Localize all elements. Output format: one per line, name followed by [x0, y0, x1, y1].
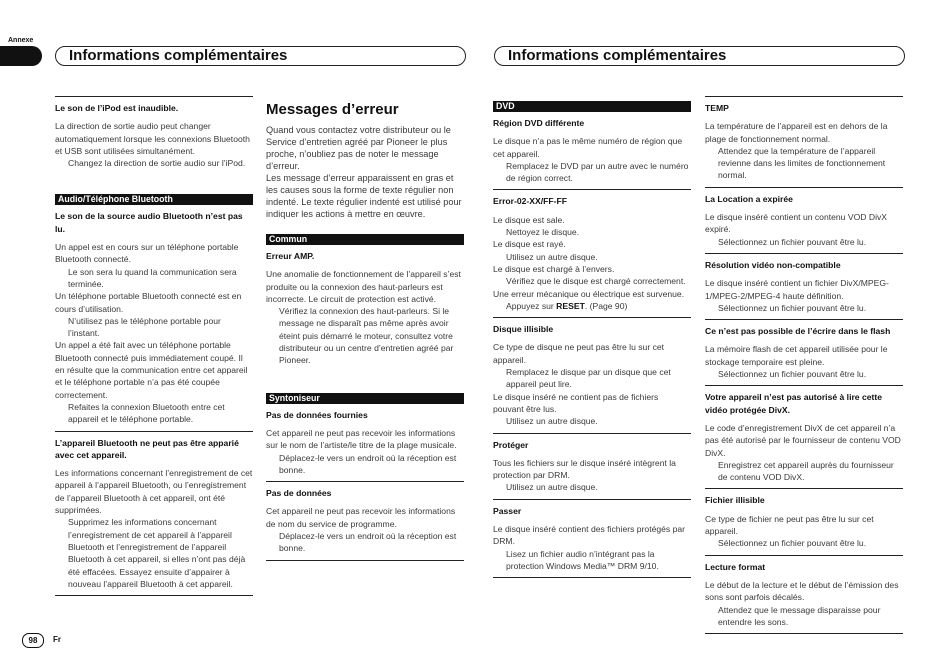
amp-heading: Erreur AMP. [266, 251, 315, 261]
bt-heading: Le son de la source audio Bluetooth n’est pas lu. [55, 211, 243, 234]
divider [705, 187, 903, 188]
pairing-action: Supprimez les informations concernant l’enregistrement de cet appareil à l’appareil Bluetooth et l’enregistrement de l’appareil Bluetooth à cet appareil, si elles n’ont pas déjà été effacées. Essayez ensuite d’appairer à nouveau l’appareil Bluetooth à cet appareil. [68, 517, 246, 589]
temp-cause: La température de l’appareil est en dehors de la plage de fonctionnement normal. [705, 121, 888, 144]
temp-heading: TEMP [705, 103, 729, 113]
region-heading: Région DVD différente [493, 118, 585, 128]
column-4 [705, 96, 903, 634]
flash-cause: La mémoire flash de cet appareil utilisée pour le stockage temporaire est pleine. [705, 344, 888, 367]
divider [493, 499, 691, 500]
divider [55, 431, 253, 432]
skip-action: Lisez un fichier audio n’intégrant pas la protection Windows Media™ DRM 9/10. [506, 548, 659, 571]
protect-heading: Protéger [493, 439, 529, 450]
flash-action: Sélectionnez un fichier pouvant être lu. [718, 369, 867, 380]
resolution-action: Sélectionnez un fichier pouvant être lu. [718, 302, 867, 313]
section-dvd: DVD [493, 101, 691, 112]
tuner-ps-heading: Pas de données [266, 488, 332, 499]
unreadable-disc-heading: Disque illisible [493, 324, 554, 335]
error02-heading: Error-02-XX/FF-FF [493, 196, 568, 207]
protect-action: Utilisez un autre disque. [506, 482, 598, 493]
tuner-nodata-cause: Cet appareil ne peut pas recevoir les informations sur le nom de l’artiste/le titre de la plage musicale. [266, 427, 457, 451]
divider [705, 555, 903, 556]
error02-cause-4: Une erreur mécanique ou électrique est survenue. [493, 288, 685, 299]
error02-action-4 [493, 300, 691, 312]
divider [705, 319, 903, 320]
tuner-nodata-action: Déplacez-le vers un endroit où la réception est bonne. [279, 452, 457, 475]
authorization-action: Enregistrez cet appareil auprès du fournisseur de contenu VOD DivX. [718, 459, 894, 483]
ipod-cause: La direction de sortie audio peut changer automatiquement lorsque les connexions Bluetooth et USB sont utilisées simultanément. [55, 121, 250, 156]
ipod-action: Changez la direction de sortie audio sur l’iPod. [68, 158, 246, 169]
column-3 [493, 101, 691, 578]
tuner-nodata-heading: Pas de données fournies [266, 409, 368, 420]
intro-paragraph-1: Quand vous contactez votre distributeur ou le Service d’entretien agréé par Pioneer le plus proche, n’oubliez pas de noter le message d’erreur. [266, 125, 451, 171]
action-text: Appuyez sur [506, 300, 557, 311]
skip-heading: Passer [493, 505, 522, 516]
divider [705, 253, 903, 254]
error02-cause-3: Le disque est chargé à l’envers. [493, 263, 615, 274]
divider [493, 433, 691, 434]
error02-cause-2: Le disque est rayé. [493, 239, 566, 250]
header-right: Informations complémentaires [494, 46, 905, 66]
region-action: Remplacez le DVD par un autre avec le numéro de région correct. [506, 160, 689, 184]
format-action: Attendez que le message disparaisse pour entendre les sons. [718, 604, 881, 627]
amp-cause: Une anomalie de fonctionnement de l’appareil s’est produite ou la connexion des haut-parleurs est incorrecte. Le circuit de protection est activé. [266, 269, 461, 304]
reset-keyword: RESET [556, 300, 585, 311]
intro-paragraph-2: Les message d’erreur apparaissent en gras et les causes sous la forme de texte régulier non indenté. Le texte régulier indenté est utilisé pour indiquer les actions à mettre en œuvre. [266, 173, 462, 219]
unreadable-disc-action-2: Utilisez un autre disque. [506, 416, 598, 427]
page-number: 98 [22, 633, 44, 648]
amp-action: Vérifiez la connexion des haut-parleurs. Si le message ne disparaît pas même après avoir éteint puis démarré le moteur, consultez votre distributeur ou un centre d’entretien agréé par Pioneer. [279, 306, 454, 366]
pairing-heading: L’appareil Bluetooth ne peut pas être apparié avec cet appareil. [55, 437, 239, 460]
divider [705, 488, 903, 489]
bt-cause-3: Un appel a été fait avec un téléphone portable Bluetooth connecté puis immédiatement coupé. Il en résulte que la communication entre cet appareil et le téléphone portable n’a pas été coupée correctement. [55, 340, 248, 400]
bt-action-2: N’utilisez pas le téléphone portable pour l’instant. [68, 315, 221, 339]
divider [705, 385, 903, 386]
authorization-cause: Le code d’enregistrement DivX de cet appareil n’a pas été autorisé par le fournisseur de contenu VOD DivX. [705, 422, 901, 458]
tuner-ps-action: Déplacez-le vers un endroit où la réception est bonne. [279, 531, 457, 554]
authorization-heading: Votre appareil n’est pas autorisé à lire cette vidéo protégée DivX. [705, 392, 883, 415]
error-messages-title: Messages d’erreur [266, 101, 399, 118]
unreadable-file-heading: Fichier illisible [705, 495, 765, 506]
unreadable-disc-cause-1: Ce type de disque ne peut pas être lu sur cet appareil. [493, 342, 665, 365]
resolution-cause: Le disque inséré contient un fichier DivX/MPEG-1/MPEG-2/MPEG-4 haute définition. [705, 278, 889, 301]
temp-action: Attendez que la température de l’appareil revienne dans les limites de fonctionnement normal. [718, 145, 886, 181]
annexe-label: Annexe [8, 37, 34, 44]
error02-action-1: Nettoyez le disque. [506, 227, 580, 238]
section-commun: Commun [266, 234, 464, 245]
divider [705, 633, 903, 634]
divider [493, 189, 691, 190]
location-cause: Le disque inséré contient un contenu VOD DivX expiré. [705, 212, 888, 235]
divider [266, 560, 464, 561]
section-syntoniseur: Syntoniseur [266, 393, 464, 404]
resolution-heading: Résolution vidéo non-compatible [705, 259, 841, 270]
unreadable-disc-action-1: Remplacez le disque par un disque que cet appareil peut lire. [506, 367, 671, 390]
divider [55, 595, 253, 596]
ipod-heading: Le son de l’iPod est inaudible. [55, 103, 179, 113]
skip-cause: Le disque inséré contient des fichiers protégés par DRM. [493, 524, 686, 547]
divider [705, 96, 903, 97]
unreadable-file-action: Sélectionnez un fichier pouvant être lu. [718, 538, 867, 549]
error02-action-2: Utilisez un autre disque. [506, 251, 598, 262]
page-ref: . (Page 90) [584, 300, 628, 311]
column-1 [55, 96, 253, 596]
error02-cause-1: Le disque est sale. [493, 214, 565, 225]
divider [266, 481, 464, 482]
divider [493, 317, 691, 318]
format-heading: Lecture format [705, 561, 766, 572]
divider [493, 577, 691, 578]
error02-action-3: Vérifiez que le disque est chargé correctement. [506, 276, 686, 287]
divider [55, 96, 253, 97]
header-left: Informations complémentaires [55, 46, 466, 66]
pairing-cause: Les informations concernant l’enregistrement de cet appareil à l’appareil Bluetooth, ou l’enregistrement de l’appareil Bluetooth à cet appareil, ont été supprimées. [55, 468, 253, 516]
unreadable-file-cause: Ce type de fichier ne peut pas être lu sur cet appareil. [705, 513, 874, 537]
format-cause: Le début de la lecture et le début de l’émission des sons sont parfois décalés. [705, 579, 899, 603]
tuner-ps-cause: Cet appareil ne peut pas recevoir les informations de nom du service de programme. [266, 506, 456, 529]
location-heading: La Location a expirée [705, 193, 793, 204]
region-cause: Le disque n’a pas le même numéro de région que cet appareil. [493, 136, 683, 159]
section-bluetooth: Audio/Téléphone Bluetooth [55, 194, 253, 205]
section-tab-marker [0, 46, 42, 66]
unreadable-disc-cause-2: Le disque inséré ne contient pas de fichiers pouvant être lus. [493, 391, 659, 414]
location-action: Sélectionnez un fichier pouvant être lu. [718, 236, 867, 247]
bt-action-1: Le son sera lu quand la communication sera terminée. [68, 266, 237, 289]
bt-action-3: Refaites la connexion Bluetooth entre cet appareil et le téléphone portable. [68, 401, 225, 425]
language-label: Fr [53, 635, 61, 644]
protect-cause: Tous les fichiers sur le disque inséré intègrent la protection par DRM. [493, 457, 676, 481]
bt-cause-2: Un téléphone portable Bluetooth connecté est en cours d’utilisation. [55, 291, 242, 314]
column-2 [266, 101, 464, 561]
flash-heading: Ce n’est pas possible de l’écrire dans le flash [705, 326, 891, 337]
bt-cause-1: Un appel est en cours sur un téléphone portable Bluetooth connecté. [55, 242, 239, 265]
